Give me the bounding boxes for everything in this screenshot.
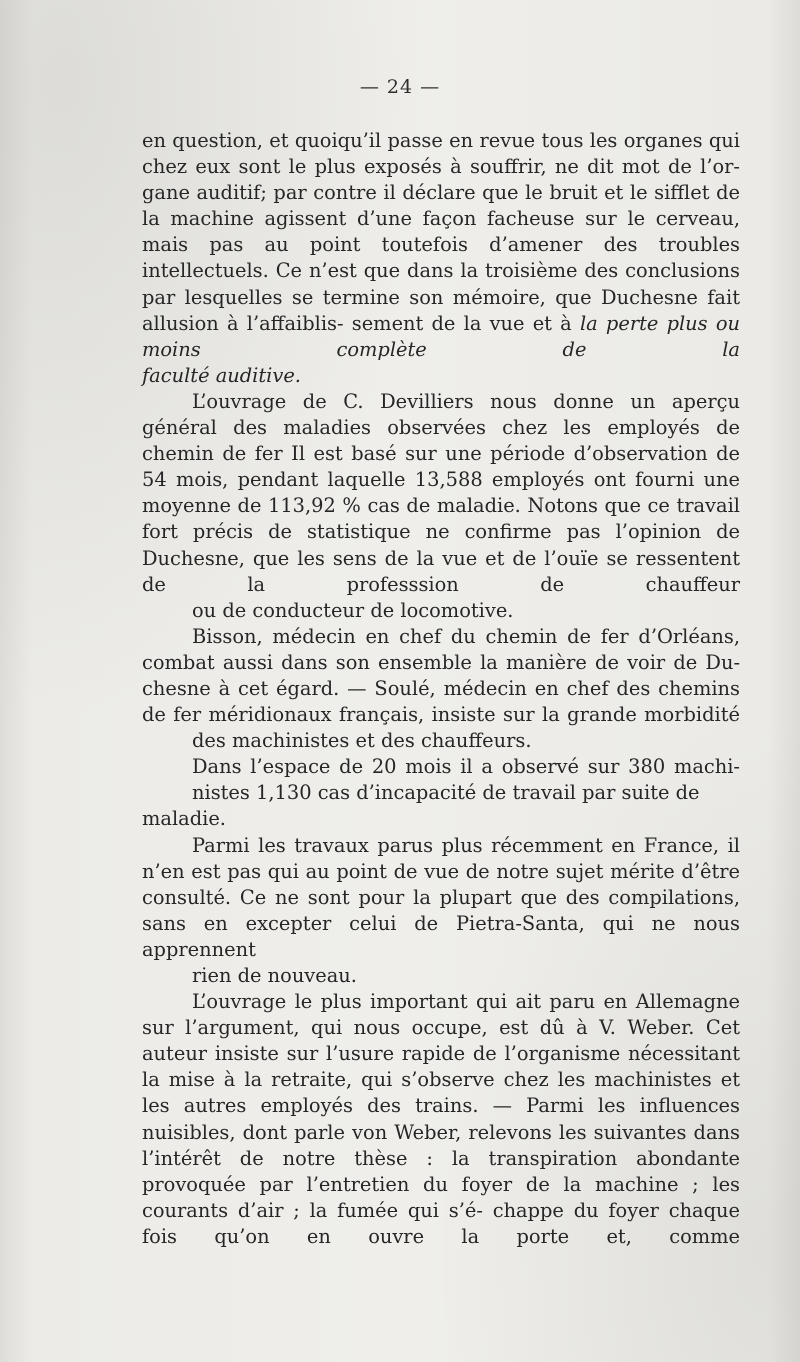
text-line: ou de conducteur de locomotive. — [192, 598, 514, 622]
text-line: chappe du foyer chaque fois qu’on en ouvre la porte et, comme — [142, 1198, 740, 1248]
italic-quote-end: faculté auditive. — [142, 363, 301, 387]
paragraph-5 — [142, 833, 740, 990]
text-line: du foyer de la machine ; les courants d’air ; la fumée qui s’é- — [142, 1172, 741, 1222]
text-line: ne confirme pas l’opinion de Duchesne, que les sens de la — [142, 520, 740, 570]
text-line: Parmi les travaux parus plus récemment en France, il — [192, 833, 740, 857]
text-line: chesne à cet égard. — Soulé, médecin en chef des chemins — [142, 676, 740, 700]
text-line: cas de maladie. Notons que ce travail fort précis de statistique — [142, 494, 740, 544]
text-line: thèse : la transpiration abondante provoquée par l’entretien — [142, 1146, 740, 1196]
paragraph-3 — [142, 624, 740, 754]
text-line: sans en excepter celui de Pietra-Santa, qui ne nous apprennent — [142, 911, 740, 961]
text-line: n’en est pas qui au point de vue de notre sujet mérite d’être — [142, 859, 740, 883]
text-line: laquelle 13,588 employés ont fourni une moyenne de 113,92 % — [142, 468, 740, 518]
text-line: employés des trains. — Parmi les influences nuisibles, dont — [142, 1094, 740, 1144]
text-line: Dans l’espace de 20 mois il a observé sur 380 machi- — [192, 755, 740, 779]
text-line: rien de nouveau. — [192, 964, 357, 987]
text-line: en question, et quoiqu’il passe en revue tous les organes qui — [142, 129, 740, 152]
text-line: nistes 1,130 cas d’incapacité de travail par suite de maladie. — [142, 781, 700, 831]
text-line: des machinistes et des chauffeurs. — [192, 729, 532, 753]
text-line: la machine agissent d’une façon facheuse sur le cerveau, mais — [142, 207, 740, 257]
body-text — [142, 128, 740, 1250]
text-line: pas au point toutefois d’amener des troubles intellectuels. Ce — [142, 233, 740, 283]
text-line: n’est que dans la troisième des conclusions par lesquelles se — [142, 259, 740, 309]
text-line: consulté. Ce ne sont pour la plupart que des compilations, — [142, 885, 740, 909]
text-line: Bisson, médecin en chef du chemin de fer d’Orléans, — [192, 624, 740, 648]
text-line: la retraite, qui s’observe chez les machinistes et les autres — [142, 1068, 740, 1118]
text-line: insiste sur l’usure rapide de l’organisme nécessitant la mise à — [142, 1042, 740, 1092]
text-line: de fer méridionaux français, insiste sur la grande morbidité — [142, 703, 740, 727]
text-line: des maladies observées chez les employés de chemin de fer — [142, 416, 740, 466]
paragraph-6 — [142, 989, 740, 1250]
text-line: Il est basé sur une période d’observation de 54 mois, pendant — [142, 442, 740, 492]
italic-quote: la perte plus ou moins complète de la — [142, 311, 740, 361]
page-number: — 24 — — [359, 76, 441, 98]
paragraph-2 — [142, 389, 740, 624]
text-line: vue et de l’ouïe se ressentent de la professsion de chauffeur — [142, 546, 741, 596]
text-line: combat aussi dans son ensemble la manière de voir de Du- — [142, 650, 740, 674]
text-line: L’ouvrage le plus important qui ait paru en Allemagne — [192, 990, 740, 1014]
text-line: gane auditif; par contre il déclare que le bruit et le sifflet de — [142, 181, 740, 205]
text-line: L’ouvrage de C. Devilliers nous donne un aperçu général — [142, 389, 740, 440]
text-line: sement de la vue et à — [351, 311, 572, 335]
text-line: sur l’argument, qui nous occupe, est dû à V. Weber. Cet auteur — [142, 1016, 740, 1066]
paragraph-1 — [142, 128, 740, 389]
paragraph-4 — [142, 754, 740, 832]
text-line: parle von Weber, relevons les suivantes dans l’intérêt de notre — [142, 1120, 740, 1170]
text-line: termine son mémoire, que Duchesne fait allusion à l’affaiblis- — [142, 285, 740, 335]
text-line: chez eux sont le plus exposés à souffrir, ne dit mot de l’or- — [142, 155, 740, 179]
